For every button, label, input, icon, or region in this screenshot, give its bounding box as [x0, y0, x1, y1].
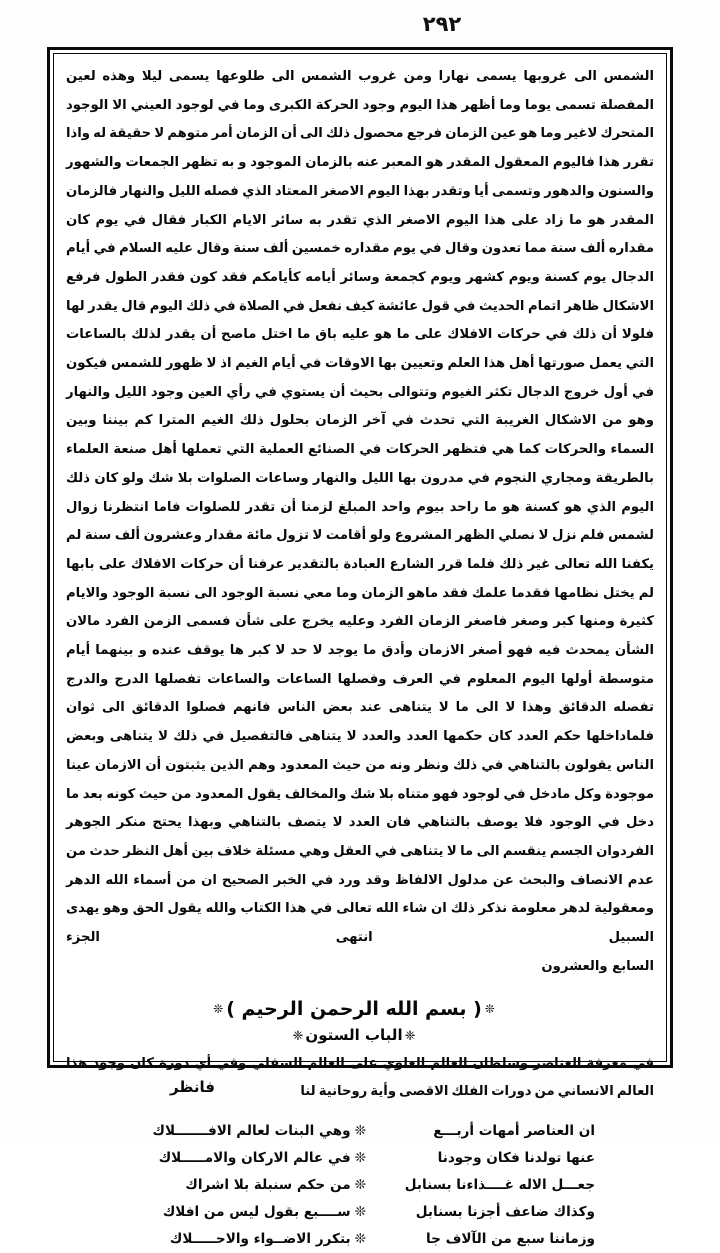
verse-row: [125, 1145, 595, 1172]
folio-number-text: ٢٩٢: [422, 12, 462, 36]
body-text-block: [66, 63, 654, 953]
chapter-heading: [60, 1026, 648, 1044]
basmala-text: ( بسم الله الرحمن الرحيم ): [226, 997, 482, 1020]
verse-separator-icon: ❊: [354, 1176, 366, 1193]
chapter-description: في معرفة العناصر وسلطان العالم العلوي على العالم السفلي وفي أي دورة كان وجود هذا العالم الانساني من دورات الفلك الاقصى وأية روحانية لنا: [66, 1055, 654, 1099]
verse-hemistich-first: ان العناصر أمهات أربـــع: [433, 1122, 595, 1139]
verse-hemistich-second: بتكرر الاضــواء والاحـــــلاك: [169, 1230, 351, 1247]
star-ornament-left-icon: ❊: [484, 1001, 495, 1016]
chapter-deco-right-icon: ❈: [404, 1028, 416, 1044]
basmala-line: [210, 998, 498, 1020]
verse-hemistich-second: ســــبع بقول ليس من افلاك: [162, 1203, 351, 1220]
verse-row: [125, 1199, 595, 1226]
verse-row: [125, 1226, 595, 1253]
verse-hemistich-first: جعـــل الاله غــــذاءنا بسنابل: [404, 1176, 595, 1193]
verse-row: [125, 1118, 595, 1145]
verse-hemistich-second: وهي البنات لعالم الافـــــــلاك: [152, 1122, 351, 1139]
verse-separator-icon: ❊: [354, 1203, 366, 1220]
verse-hemistich-first: وزماننا سبع من الآلاف جا: [425, 1230, 595, 1247]
verse-hemistich-first: وكذاك ضاعف أجزنا بسنابل: [415, 1203, 595, 1220]
catchword: [0, 1077, 720, 1096]
verse-separator-icon: ❊: [354, 1122, 366, 1139]
star-ornament-right-icon: ❊: [213, 1001, 224, 1016]
body-paragraph: الشمس الى غروبها يسمى نهارا ومن غروب الشمس الى طلوعها يسمى ليلا وهذه لعين المفصلة تسمى يوما وما أظهر هذا اليوم وجود الحركة الكبرى وما في لوجود العيني الا الوجود المتحرك لاغير وما هو عين الزمان فرجع محصول ذلك الى أن الزمان أمر متوهم لا حقيقة له واذا تقرر هذا فاليوم المعقول المقدر هو المعبر عنه بالزمان الموجود و به تظهر الجمعات والشهور والسنون والدهور وتسمى أيا وتقدر بهذا اليوم الاصغر المعتاد الذي فصله الليل والنهار فالزمان المقدر هو ما زاد على هذا اليوم الاصغر الذي تقدر به سائر الايام الكبار فقال في يوم كان مقداره ألف سنة مما تعدون وقال في يوم مقداره خمسين ألف سنة وقال عليه السلام في أيام الدجال يوم كسنة ويوم كشهر ويوم كجمعة وسائر أيامه كأيامكم فقد كون فقدر الطول فرفع الاشكال ظاهر اتمام الحديث في قول عائشة كيف نفعل في الصلاة في ذلك اليوم قال يقدر لها فلولا أن ذلك في حركات الافلاك على ما هو عليه باق ما اختل ماصح أن يقدر لذلك بالساعات التي يعمل صورتها أهل هذا العلم وتعيين بها الاوقات في أيام الغيم اذ لا ظهور للشمس فيكون في أول خروج الدجال تكثر الغيوم وتتوالى بحيث أن يستوي في رأي العين وجود الليل والنهار وهو من الاشكال الغريبة التي تحدث في آخر الزمان بحلول ذلك الغيم المترا كم بيننا وبين السماء والحركات كما هي فتظهر الحركات في الصنائع العملية التي تعملها أهل صنعة العلماء بالطريقة ومجاري النجوم في مدرون بها الليل والنهار وساعات الصلوات بلا شك ولو كان ذلك اليوم الذي هو كسنة هو ما راحد بيوم واحد المبلغ لزمنا أن تقدر للصلوات فاما انتظرنا زوال لشمس فلم نزل لا نصلي الظهر المشروع ولو أقامت لا تزول مائة مقدار وعشرون ألف سنة لم يكفنا الله تعالى غير ذلك فلما قرر الشارع العبادة بالتقدير عرفنا أن حركات الافلاك على بابها لم يختل نظامها فقدما علمك فقد ماهو الزمان وما معي نسبة الوجود الى نسبة الوجود والايام كثيرة ومنها كبر وصغر فاصغر الزمان الفرد وعليه يخرج على شأن فسمى الزمن الفرد مالان الشأن يمحدث فيه فهو أصغر الازمان وأدق ما يوجد لا حد لا كبر ها يوقف عنده و بينهما أيام متوسطة أولها اليوم المعلوم في العرف وفصلها الساعات والساعات تفصلها الدرج والدرج تفصله الدقائق وهذا لا الى ما لا يتناهى عند بعض الناس فانهم فصلوا الدقائق الى ثوان فلماداخلها حكم العدد كان حكمها العدد والعدد لا يتناهى فالتفصيل في ذلك لا يتناهى وبعض الناس يقولون بالتناهي في ذلك ونظر ونه من حيث المعدود وهم الذين يثبتون أن الازمان عينا موجودة وكل مادخل في لوجود فهو متناه بلا شك والمخالف يقول المعدود من حيث كونه بعد ما دخل في الوجود فلا يوصف بالتناهي فان العدد لا يتصف بالتناهي وبهذا يحتج منكر الجوهر الفردوان الجسم ينقسم الى ما لا يتناهى في العقل وهي مسئلة خلاف بين أهل النظر حدث من عدم الانصاف والبحث عن مدلول الالفاظ وقد ورد في الخبر الصحيح ان من أسماء الله الدهر ومعقولية لدهر معلومة نذكر ذلك ان شاء الله تعالى في هذا الكتاب والله يقول الحق وهو يهدى السبيل انتهى الجزء: [66, 69, 654, 946]
verse-hemistich-second: في عالم الاركان والامـــــلاك: [158, 1149, 351, 1166]
catchword-text: فانظر: [169, 1078, 215, 1096]
chapter-deco-left-icon: ❈: [292, 1028, 304, 1044]
basmala-block: [66, 998, 654, 1020]
verse-row: [125, 1172, 595, 1199]
verse-hemistich-first: عنها تولدنا فكان وجودنا: [437, 1149, 595, 1166]
volume-end-line: السابع والعشرون: [541, 958, 654, 974]
verse-table: [125, 1118, 595, 1253]
verse-separator-icon: ❊: [354, 1230, 366, 1247]
folio-number: [0, 12, 720, 36]
chapter-title-text: الباب الستون: [305, 1025, 403, 1044]
verse-separator-icon: ❊: [354, 1149, 366, 1166]
verse-hemistich-second: من حكم سنبلة بلا اشراك: [185, 1176, 351, 1193]
